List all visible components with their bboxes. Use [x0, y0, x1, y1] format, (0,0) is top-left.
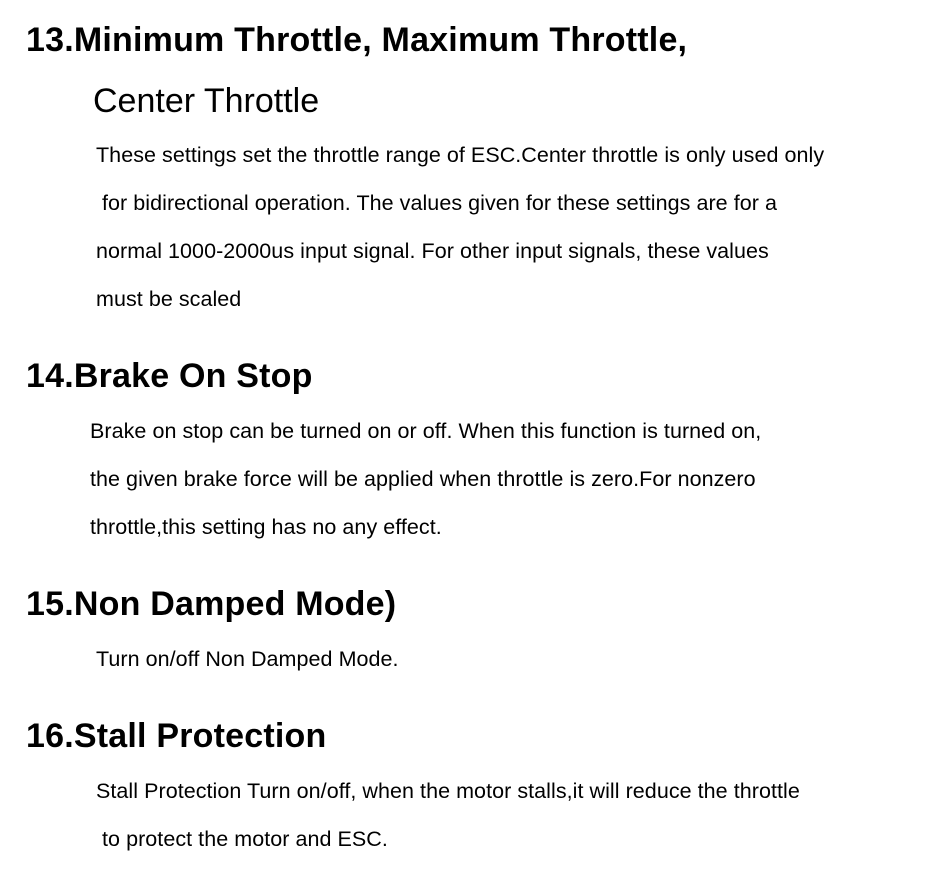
section-13-line-3: normal 1000-2000us input signal. For other input signals, these values: [96, 239, 769, 263]
section-15-heading: 15.Non Damped Mode): [26, 585, 397, 623]
section-14-heading: 14.Brake On Stop: [26, 357, 313, 395]
section-13-line-4: must be scaled: [96, 287, 242, 311]
section-16-heading: 16.Stall Protection: [26, 717, 327, 755]
section-13-heading: 13.Minimum Throttle, Maximum Throttle,: [26, 21, 688, 59]
section-13-line-2: for bidirectional operation. The values given for these settings are for a: [96, 191, 777, 215]
section-15-line-1: Turn on/off Non Damped Mode.: [96, 647, 399, 671]
section-16-line-1: Stall Protection Turn on/off, when the motor stalls,it will reduce the throttle: [96, 779, 800, 803]
section-13-line-1: These settings set the throttle range of ESC.Center throttle is only used only: [96, 143, 825, 167]
section-16-line-2: to protect the motor and ESC.: [96, 827, 388, 851]
section-14-line-1: Brake on stop can be turned on or off. When this function is turned on,: [90, 419, 762, 443]
section-13-subheading: Center Throttle: [93, 82, 320, 120]
section-14-line-2: the given brake force will be applied when throttle is zero.For nonzero: [90, 467, 756, 491]
section-14-line-3: throttle,this setting has no any effect.: [90, 515, 442, 539]
